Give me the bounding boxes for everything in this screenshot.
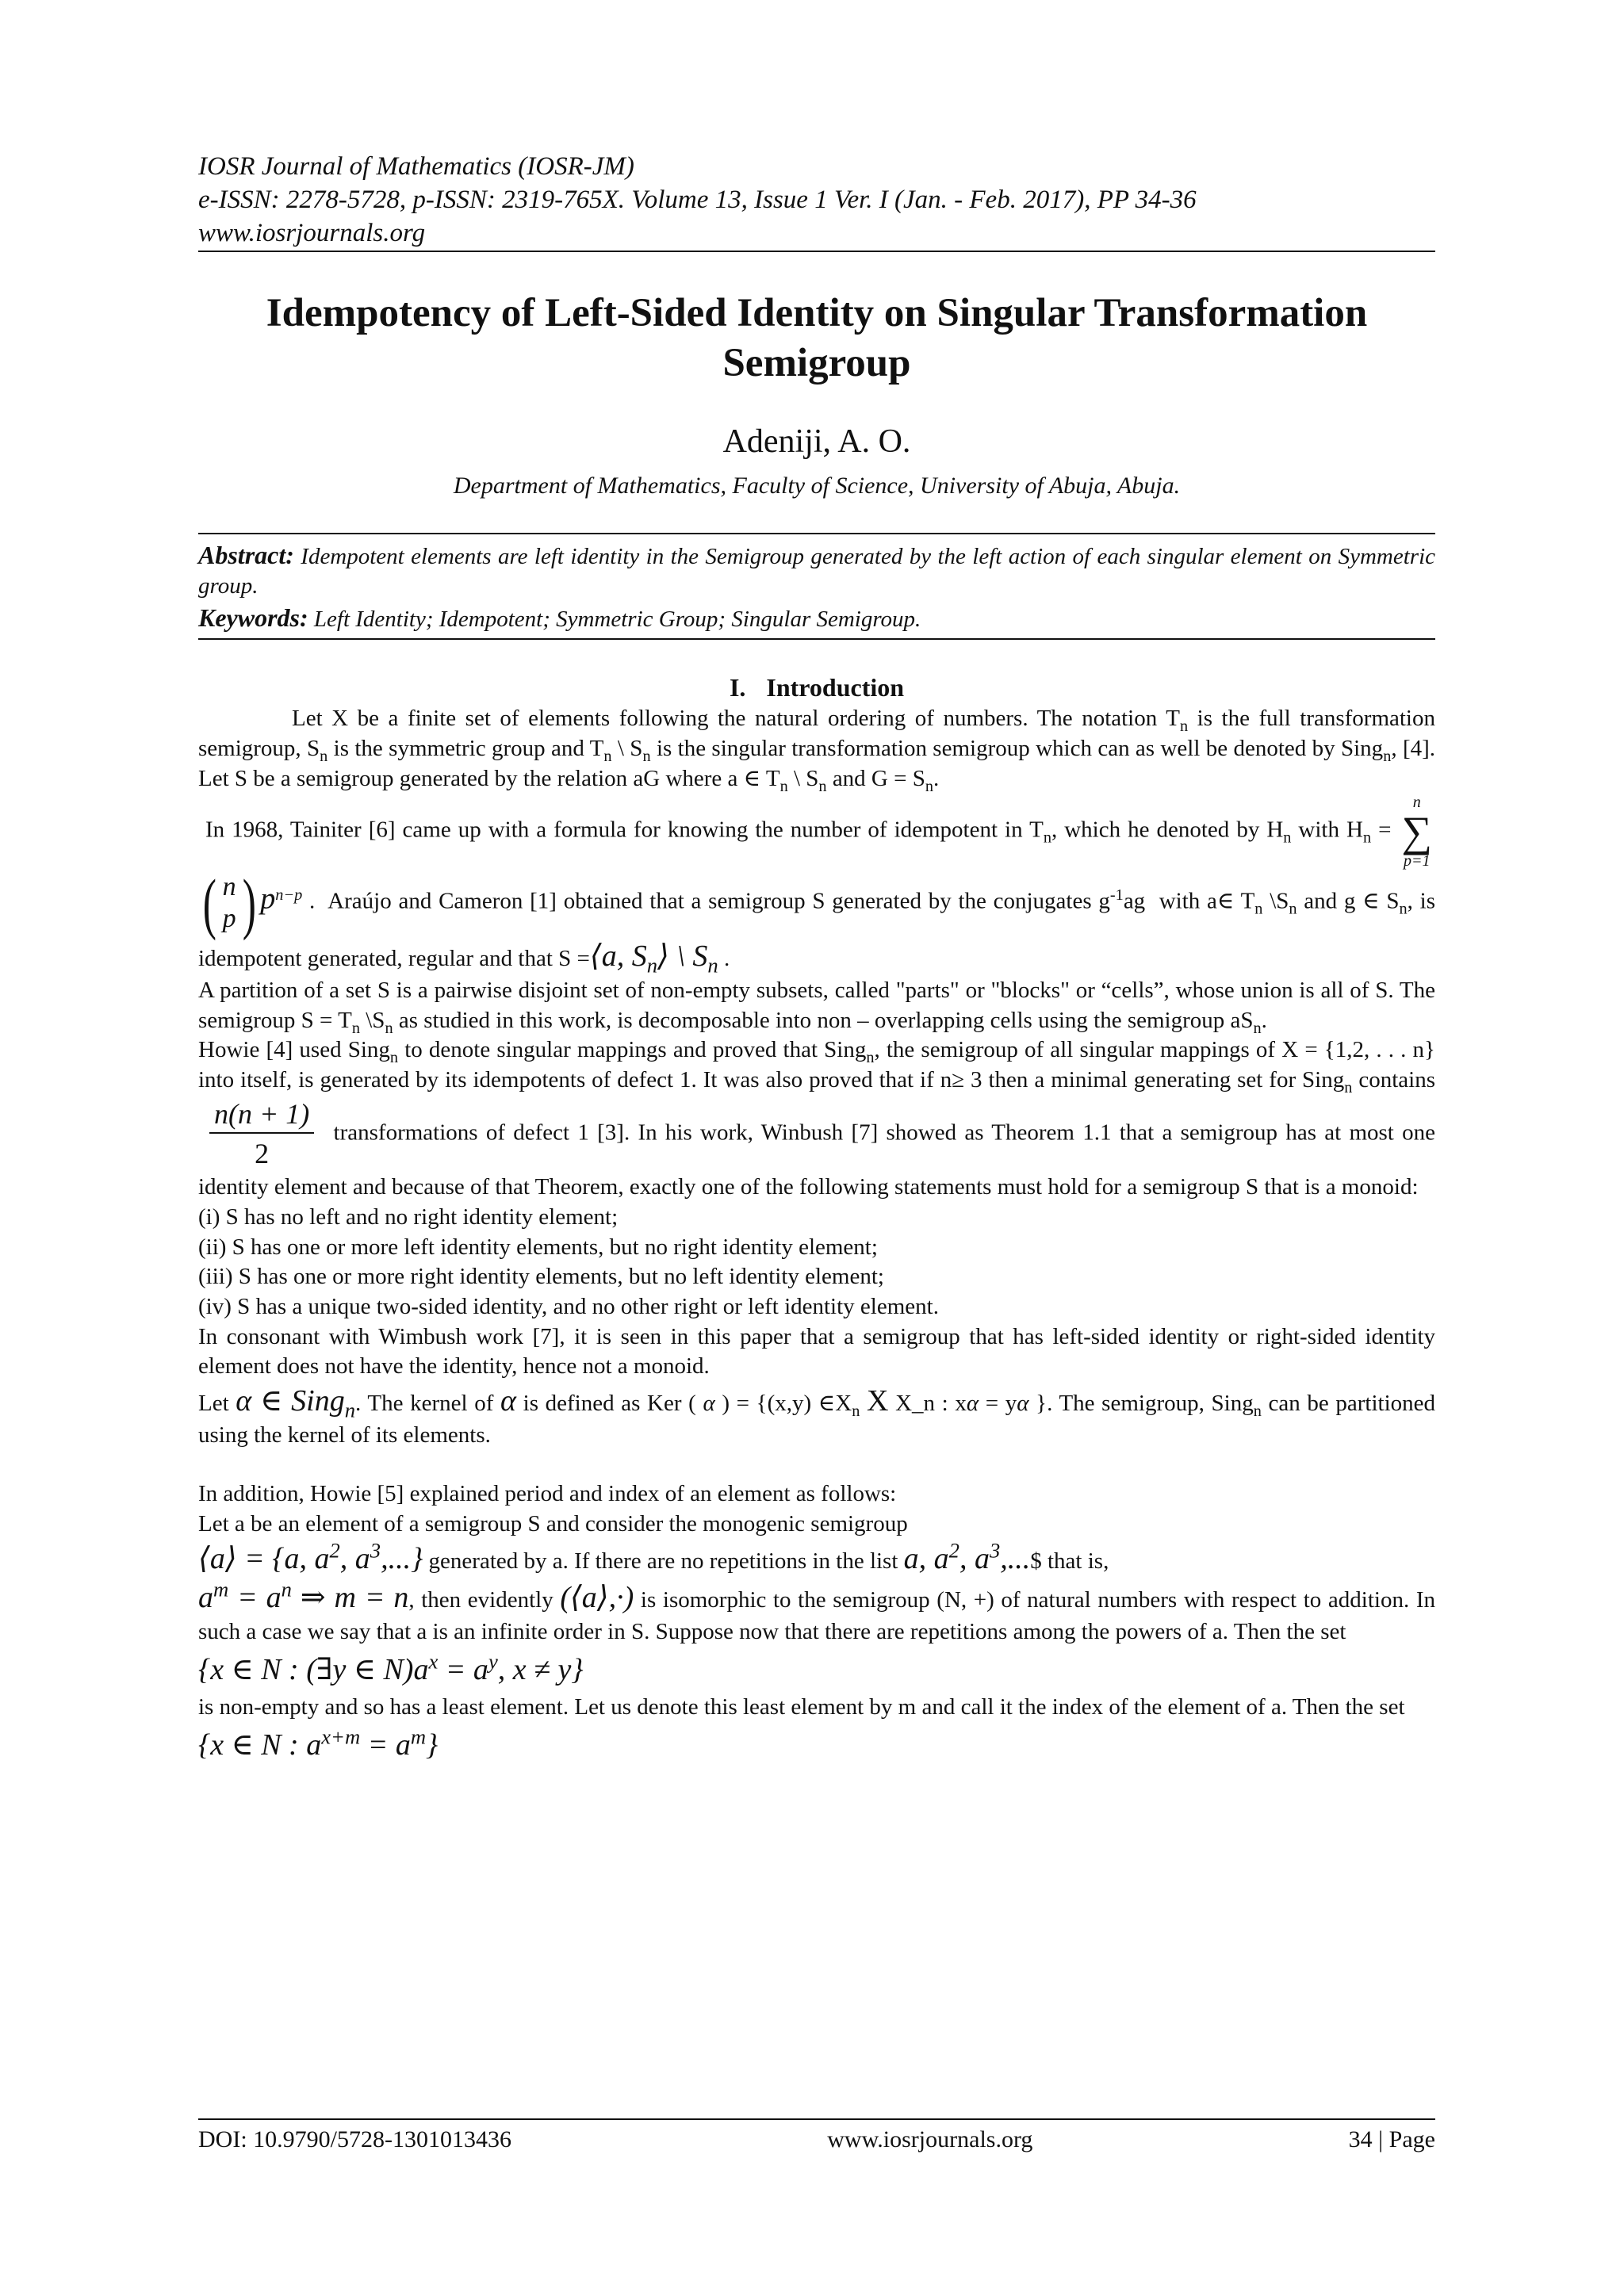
- page-footer: [198, 2118, 1435, 2153]
- footer-doi: DOI: 10.9790/5728-1301013436: [198, 2126, 511, 2152]
- footer-page-number: 34 | Page: [1348, 2126, 1435, 2152]
- list-item: (i) S has no left and no right identity element;: [198, 1203, 619, 1230]
- paragraph-10: is non-empty and so has a least element. Let us denote this least element by m and call it the index of the element of a. Then the set: [198, 1694, 1405, 1720]
- paragraph-2: In 1968, Tainiter [6] came up with a formula for knowing the number of idempotent in $T_n$, which he denoted by $H_n$ with $H_n$ = n ∑ p=1 ( n p ) $p^{n-p}$ . Araújo and Cameron [1] obtained that a semigroup S generated by the conjugates $g^{-1}ag$ with a∈ $T_n$ $\backslash S_n$ and g ∈ $S_n$, is idempotent generated, regular and that S =⟨a, $S_n⟩$ \ $S_n$ .: [198, 793, 1436, 978]
- paragraph-5: In consonant with Wimbush work [7], it is seen in this paper that a semigroup that has left-sided identity or right-sided identity element does not have the identity, hence not a monoid.: [198, 1323, 1435, 1380]
- section-title: Introduction: [766, 672, 905, 702]
- journal-name: IOSR Journal of Mathematics (IOSR-JM): [198, 152, 634, 181]
- paper-page: [198, 151, 1435, 1768]
- author-affiliation: Department of Mathematics, Faculty of Science, University of Abuja, Abuja.: [453, 472, 1181, 499]
- paragraph-8: ⟨a⟩ = {a, $a^2$, $a^3$,...} generated by a. If there are no repetitions in the list a, $a^2$, $a^3,...\$$ that is,: [198, 1537, 1109, 1575]
- paragraph-4: Howie [4] used Sing$_n$ to denote singular mappings and proved that Sing$_n$, the semigroup of all singular mappings of X = {1,2, . . . n} into itself, is generated by its idempotents of defect 1. It was also proved that if n≥ 3 then a minimal generating set for Sing$_n$ contains $\frac{n(n + 1)}{2}$ transformations of defect 1 [3]. In his work, Winbush [7] showed as Theorem 1.1 that a semigroup has at most one identity element and because of that Theorem, exactly one of the following statements must hold for a semigroup S that is a monoid:: [198, 1037, 1435, 1200]
- header-rule: [198, 251, 1435, 252]
- formula-period-set: {x ∈ N : $a^{x+m} = a^m$}: [198, 1724, 439, 1762]
- list-item: (iii) S has one or more right identity elements, but no left identity element;: [198, 1264, 884, 1290]
- list-item: (iv) S has a unique two-sided identity, and no other right or left identity element.: [198, 1293, 939, 1319]
- list-item: (ii) S has one or more left identity elements, but no right identity element;: [198, 1234, 878, 1260]
- paragraph-7: In addition, Howie [5] explained period and index of an element as follows: Let a be an element of a semigroup S and consider the monogenic semigroup: [198, 1481, 908, 1536]
- paragraph-6: Let α ∈ Sing$_n$. The kernel of α is defined as Ker ( α ) = {(x,y) $\in X_n$ X X_n : xα = yα }. The semigroup, Sing$_n$ can be partitioned using the kernel of its elements.: [198, 1384, 1436, 1448]
- paragraph-1: Let X be a finite set of elements following the natural ordering of numbers. The notation $T_n$ is the full transformation semigroup, $S_n$ is the symmetric group and $T_n$ \ $S_n$ is the singular transformation semigroup which can as well be denoted by Sing$_n$, [4]. Let S be a semigroup generated by the relation aG where a ∈ $T_n$ \ $S_n$ and $G = S_n$.: [198, 706, 1436, 795]
- formula-index-set: {x ∈ N : (∃y ∈ $N)a^x = a^y$, x ≠ y}: [198, 1649, 584, 1686]
- abstract-top-rule: [198, 533, 1435, 534]
- paragraph-3: A partition of a set S is a pairwise disjoint set of non-empty subsets, called "parts" or "blocks" or “cells”, whose union is all of S. The semigroup $S = T_n$ $\backslash S_n$ as studied in this work, is decomposable into non – overlapping cells using the semigroup $aS_n$.: [198, 977, 1435, 1037]
- section-number: I.: [729, 672, 746, 702]
- paper-author: Adeniji, A. O.: [722, 423, 911, 461]
- fraction: $\frac{n(n + 1)}{2}$: [209, 1096, 314, 1173]
- sum-formula: n ∑ p=1: [1401, 793, 1432, 870]
- abstract-label: Abstract:: [198, 540, 294, 569]
- journal-url: www.iosrjournals.org: [198, 218, 426, 247]
- body-text: [198, 704, 1435, 1765]
- keywords-label: Keywords:: [198, 603, 308, 633]
- abstract-bottom-rule: [198, 638, 1435, 640]
- conditions-list: [198, 1203, 1435, 1322]
- journal-header: [198, 151, 1435, 251]
- abstract: [198, 539, 1435, 635]
- keywords-text: Left Identity; Idempotent; Symmetric Group; Singular Semigroup.: [313, 607, 921, 633]
- footer-site: www.iosrjournals.org: [827, 2126, 1033, 2152]
- section-heading: [198, 672, 1435, 705]
- abstract-text: Idempotent elements are left identity in the Semigroup generated by the left action of each singular element on Symmetric group.: [198, 543, 1435, 599]
- paragraph-9: $a^m = a^n$ ⇒ m = n, then evidently (⟨a⟩,·) is isomorphic to the semigroup (N, +) of natural numbers with respect to addition. In such a case we say that a is an infinite order in S. Suppose now that there are repetitions among the powers of a. Then the set: [198, 1577, 1435, 1645]
- paper-title: Idempotency of Left-Sided Identity on Singular Transformation Semigroup: [266, 290, 1368, 385]
- journal-issn: e-ISSN: 2278-5728, p-ISSN: 2319-765X. Volume 13, Issue 1 Ver. I (Jan. - Feb. 2017), PP 34-36: [198, 185, 1197, 214]
- binomial: ( n p ): [202, 864, 256, 941]
